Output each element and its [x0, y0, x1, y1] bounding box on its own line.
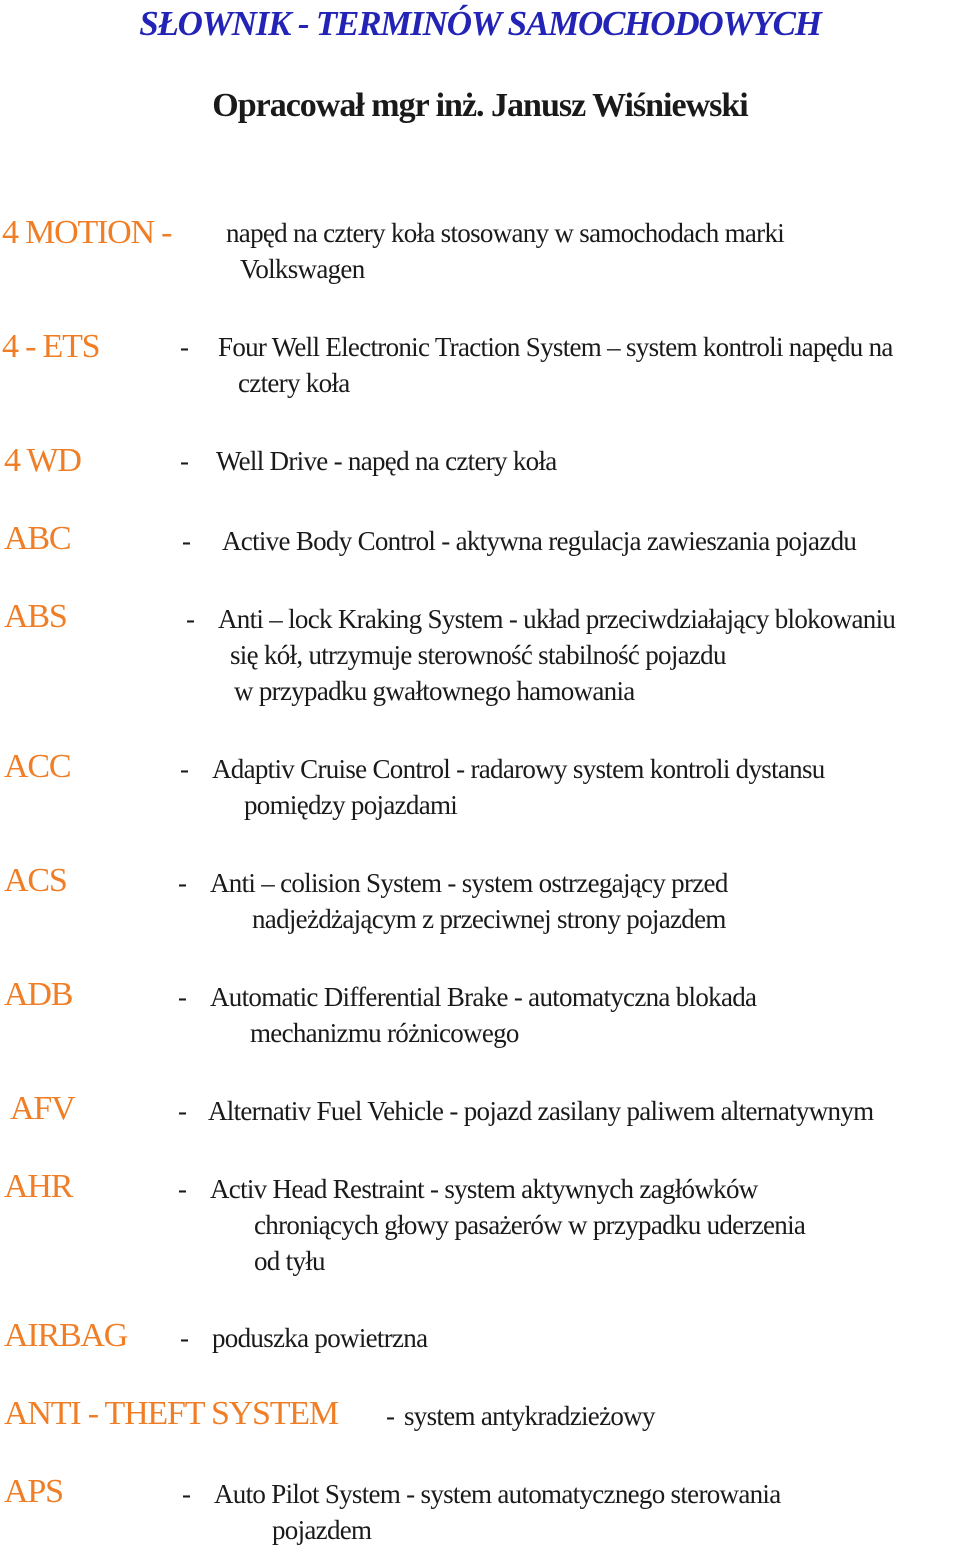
term-abbreviation: 4 - ETS [2, 328, 100, 365]
definition-line: poduszka powietrzna [212, 1323, 428, 1353]
author-line: Opracował mgr inż. Janusz Wiśniewski [212, 87, 748, 124]
definition-dash: - [180, 1323, 189, 1353]
term-definition [210, 865, 728, 937]
definition-line: się kół, utrzymuje sterowność stabilność pojazdu [230, 640, 726, 670]
term-definition [404, 1398, 655, 1434]
definition-line: cztery koła [238, 368, 350, 398]
definition-line: mechanizmu różnicowego [250, 1018, 519, 1048]
term-definition [212, 1320, 427, 1356]
term-abbreviation: AIRBAG [4, 1317, 128, 1354]
definition-line: Auto Pilot System - system automatycznego sterowania [214, 1479, 781, 1509]
term-definition [216, 443, 557, 479]
definition-dash: - [180, 754, 189, 784]
definition-line: od tyłu [254, 1246, 325, 1276]
definition-line: nadjeżdżającym z przeciwnej strony pojazdem [252, 904, 726, 934]
definition-line: Alternativ Fuel Vehicle - pojazd zasilany paliwem alternatywnym [208, 1096, 874, 1126]
definition-dash: - [178, 1096, 187, 1126]
term-definition [218, 601, 895, 709]
definition-line: Anti – colision System - system ostrzegający przed [210, 868, 728, 898]
definition-line: Volkswagen [240, 254, 365, 284]
definition-line: pojazdem [272, 1515, 372, 1545]
term-abbreviation: APS [4, 1473, 63, 1510]
term-definition [210, 1171, 805, 1279]
term-abbreviation: ADB [4, 976, 73, 1013]
term-definition [208, 1093, 873, 1129]
definition-line: Active Body Control - aktywna regulacja zawieszania pojazdu [222, 526, 857, 556]
term-abbreviation: AFV [10, 1090, 75, 1127]
definition-line: Anti – lock Kraking System - układ przeciwdziałający blokowaniu [218, 604, 896, 634]
term-abbreviation: ABC [4, 520, 71, 557]
definition-line: Well Drive - napęd na cztery koła [216, 446, 557, 476]
term-abbreviation: AHR [4, 1168, 73, 1205]
term-abbreviation: 4 WD [4, 442, 81, 479]
term-abbreviation: ANTI - THEFT SYSTEM [4, 1395, 338, 1432]
definition-line: napęd na cztery koła stosowany w samochodach marki [226, 218, 785, 248]
definition-dash: - [178, 1174, 187, 1204]
definition-dash: - [180, 446, 189, 476]
definition-line: pomiędzy pojazdami [244, 790, 458, 820]
definition-dash: - [386, 1401, 395, 1431]
definition-dash: - [186, 604, 195, 634]
term-definition [210, 979, 756, 1051]
definition-dash: - [182, 1479, 191, 1509]
term-definition [214, 1476, 781, 1548]
definition-line: Activ Head Restraint - system aktywnych zagłówków [210, 1174, 758, 1204]
definition-line: Four Well Electronic Traction System – system kontroli napędu na [218, 332, 893, 362]
definition-line: Adaptiv Cruise Control - radarowy system kontroli dystansu [212, 754, 825, 784]
term-definition [212, 751, 825, 823]
definition-line: system antykradzieżowy [404, 1401, 655, 1431]
definition-line: Automatic Differential Brake - automatyczna blokada [210, 982, 757, 1012]
term-definition [218, 329, 893, 401]
term-definition [222, 523, 856, 559]
definition-line: chroniących głowy pasażerów w przypadku uderzenia [254, 1210, 806, 1240]
definition-dash: - [178, 868, 187, 898]
term-abbreviation: 4 MOTION - [2, 214, 172, 251]
definition-dash: - [182, 526, 191, 556]
term-abbreviation: ACC [4, 748, 71, 785]
definition-dash: - [178, 982, 187, 1012]
term-abbreviation: ABS [4, 598, 67, 635]
definition-line: w przypadku gwałtownego hamowania [234, 676, 635, 706]
definition-dash: - [180, 332, 189, 362]
term-abbreviation: ACS [4, 862, 67, 899]
term-definition [226, 215, 784, 287]
document-title: SŁOWNIK - TERMINÓW SAMOCHODOWYCH [139, 4, 821, 43]
